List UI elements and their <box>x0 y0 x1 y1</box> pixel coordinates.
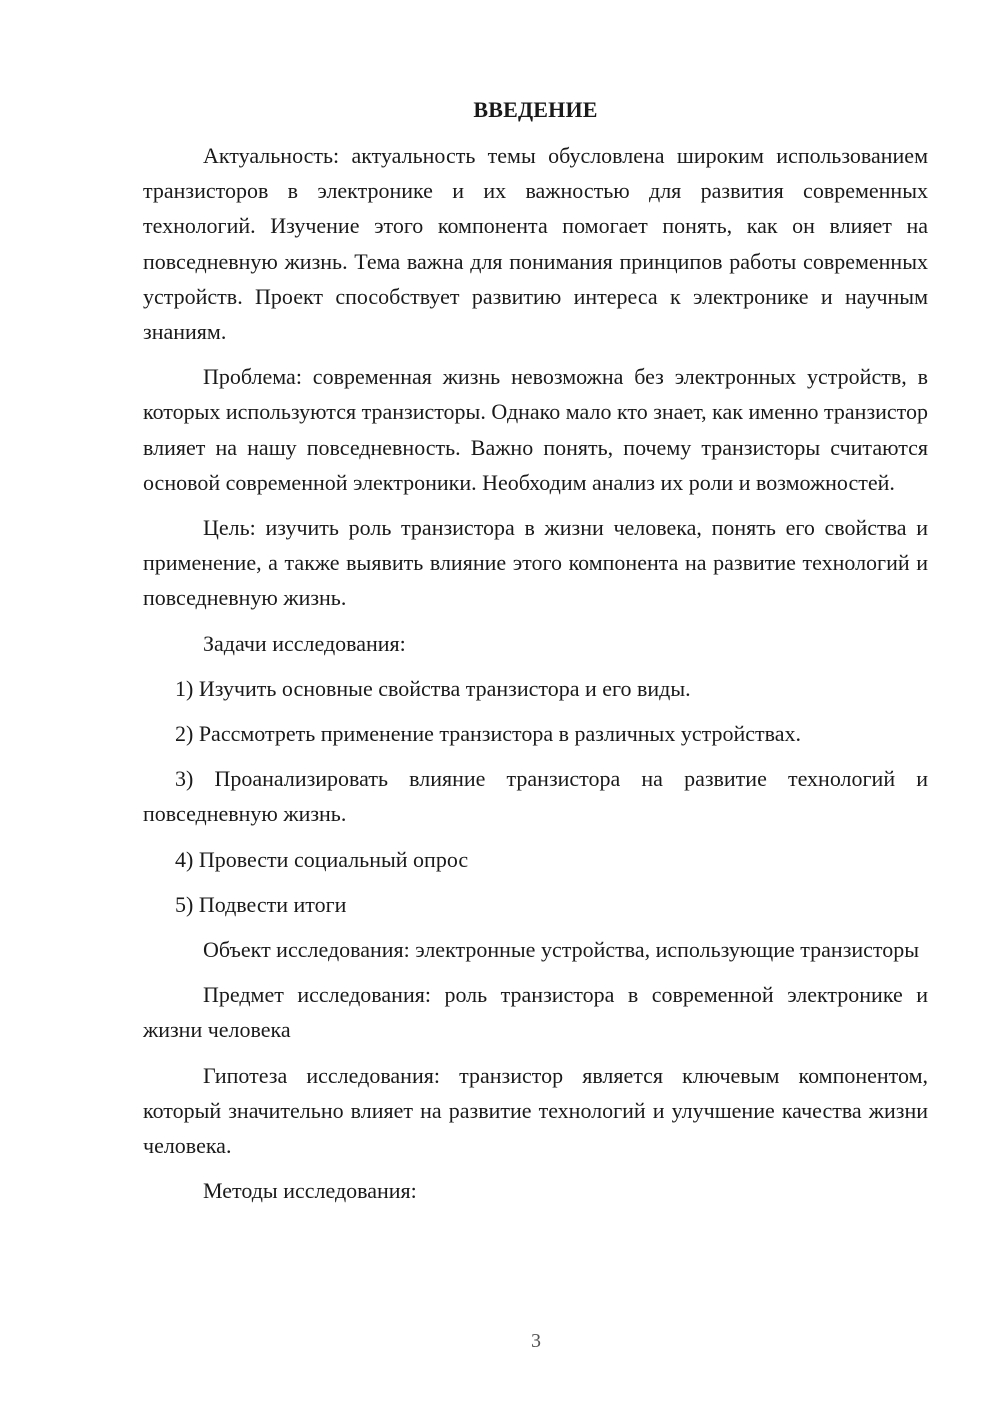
task-item-3: 3) Проанализировать влияние транзистора на развитие технологий и повседневную жизнь. <box>143 766 928 827</box>
object-paragraph: Объект исследования: электронные устройства, использующие транзисторы <box>203 937 920 963</box>
task-item-5: 5) Подвести итоги <box>175 891 347 917</box>
page-title: ВВЕДЕНИЕ <box>473 97 598 122</box>
methods-heading: Методы исследования: <box>203 1178 417 1204</box>
subject-paragraph: Предмет исследования: роль транзистора в современной электронике и жизни человека <box>143 982 928 1043</box>
problem-paragraph: Проблема: современная жизнь невозможна без электронных устройств, в которых используются транзисторы. Однако мало кто знает, как именно транзистор влияет на нашу повседневность. Важно понять, почему транзисторы считаются основой современной электроники. Необходим анализ их роли и возможностей. <box>143 364 928 495</box>
task-item-4: 4) Провести социальный опрос <box>175 846 469 872</box>
task-item-2: 2) Рассмотреть применение транзистора в различных устройствах. <box>175 721 801 747</box>
goal-paragraph: Цель: изучить роль транзистора в жизни человека, понять его свойства и применение, а также выявить влияние этого компонента на развитие технологий и повседневную жизнь. <box>143 515 928 611</box>
task-item-1: 1) Изучить основные свойства транзистора и его виды. <box>175 675 691 701</box>
relevance-paragraph: Актуальность: актуальность темы обусловлена широким использованием транзисторов в электронике и их важностью для развития современных технологий. Изучение этого компонента помогает понять, как он влияет на повседневную жизнь. Тема важна для понимания принципов работы современных устройств. Проект способствует развитию интереса к электронике и научным знаниям. <box>143 143 928 345</box>
hypothesis-paragraph: Гипотеза исследования: транзистор является ключевым компонентом, который значительно влияет на развитие технологий и улучшение качества жизни человека. <box>143 1062 928 1159</box>
document-page <box>143 94 928 1218</box>
page-number: 3 <box>531 1330 541 1352</box>
tasks-heading: Задачи исследования: <box>203 630 406 656</box>
